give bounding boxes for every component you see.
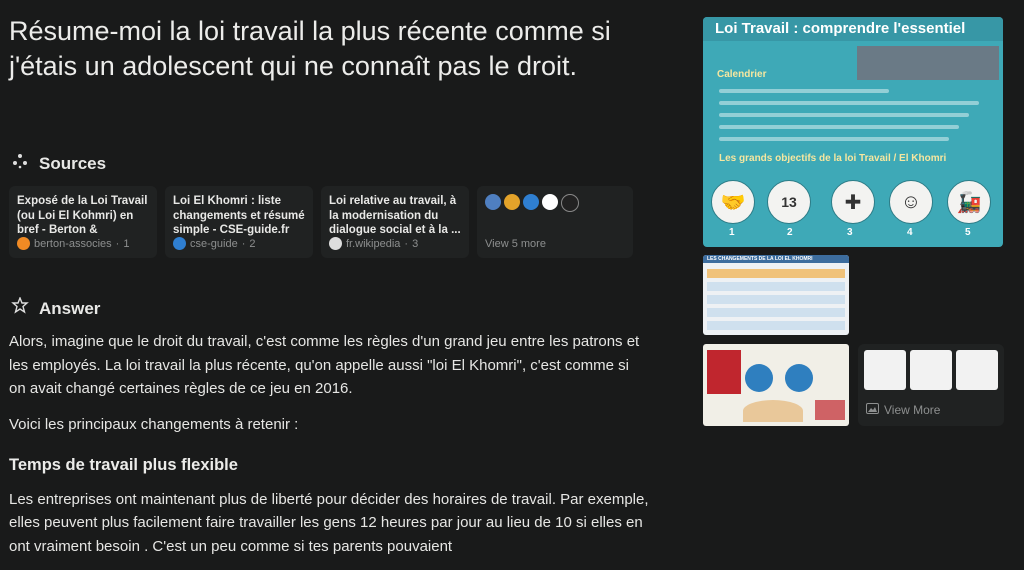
answer-heading — [11, 297, 100, 320]
answer-paragraph: Les entreprises ont maintenant plus de liberté pour décider des horaires de travail. Par exemple, elles peuvent plus facilement faire travailler les gens 12 heures par jour au lieu de 10 si elles en ont vraiment besoin . C'est un peu comme si tes parents pouvaient — [9, 490, 649, 555]
source-site: cse-guide — [190, 237, 238, 250]
sources-list — [9, 186, 633, 258]
source-index: 3 — [412, 237, 419, 250]
thumbnail-title: LES CHANGEMENTS DE LA LOI EL KHOMRI — [707, 256, 813, 262]
person-icon: ☺ — [889, 180, 933, 224]
more-favicons — [485, 194, 625, 212]
cse-favicon-icon — [173, 237, 186, 250]
book-icon — [707, 350, 741, 394]
answer-label: Answer — [39, 298, 101, 318]
source-title: Exposé de la Loi Travail (ou Loi El Kohmri) en bref - Berton & — [17, 195, 148, 236]
view-more-images-button[interactable] — [858, 344, 1004, 426]
changes-thumbnail-image[interactable] — [703, 255, 849, 335]
view-more-label: View 5 more — [485, 238, 546, 250]
answer-icon — [11, 297, 29, 320]
infographic-thumbnail-image[interactable] — [703, 344, 849, 426]
image-thumbnail — [956, 350, 998, 390]
source-index: 2 — [249, 237, 256, 250]
image-icon — [866, 403, 879, 417]
handshake-icon: 🤝 — [711, 180, 755, 224]
infographic-image[interactable]: Loi Travail : comprendre l'essentiel Calendrier Les grands objectifs de la loi Travail / El Khomri 🤝 13 ✚ ☺ 🚂 1 2 3 4 5 — [703, 17, 1003, 247]
answer-subheading: Temps de travail plus flexible — [9, 456, 238, 474]
image-thumbnail — [910, 350, 952, 390]
favicon-icon — [542, 194, 558, 210]
sources-label: Sources — [39, 153, 107, 173]
sources-icon — [11, 152, 29, 175]
source-index: 1 — [123, 237, 130, 250]
favicon-icon — [561, 194, 579, 212]
image-thumbnail — [864, 350, 906, 390]
view-more-sources-button[interactable] — [477, 186, 633, 258]
query-title: Résume-moi la loi travail la plus récente comme si j'étais un adolescent qui ne connaît pas le droit. — [9, 16, 611, 81]
calendar-label: Calendrier — [717, 69, 767, 80]
bandage-icon: ✚ — [831, 180, 875, 224]
source-card[interactable]: Loi El Khomri : liste changements et résumé simple - CSE-guide.fr cse-guide · 2 — [165, 186, 313, 258]
photo-image — [857, 46, 999, 80]
favicon-icon — [504, 194, 520, 210]
source-title: Loi El Khomri : liste changements et résumé simple - CSE-guide.fr — [173, 195, 305, 236]
infographic-title: Loi Travail : comprendre l'essentiel — [703, 17, 1003, 41]
wikipedia-favicon-icon — [329, 237, 342, 250]
favicon-icon — [485, 194, 501, 210]
source-card[interactable]: Loi relative au travail, à la modernisation du dialogue social et à la ... fr.wikipedia · 3 — [321, 186, 469, 258]
source-site: fr.wikipedia — [346, 237, 401, 250]
favicon-icon — [523, 194, 539, 210]
objectives-label: Les grands objectifs de la loi Travail / El Khomri — [719, 153, 947, 164]
answer-paragraph: Voici les principaux changements à retenir : — [9, 415, 299, 433]
view-more-images-label: View More — [884, 403, 941, 417]
answer-paragraph: Alors, imagine que le droit du travail, c'est comme les règles d'un grand jeu entre les patrons et les employés. La loi travail la plus récente, qu'on appelle aussi "loi El Khomri", c'est comme si on avait changé certaines règles de ce jeu en 2016. — [9, 333, 640, 397]
source-card[interactable]: Exposé de la Loi Travail (ou Loi El Kohmri) en bref - Berton & berton-associes · 1 — [9, 186, 157, 258]
source-site: berton-associes — [34, 237, 112, 250]
source-title: Loi relative au travail, à la modernisation du dialogue social et à la ... — [329, 195, 461, 236]
calendar-icon: 13 — [767, 180, 811, 224]
berton-favicon-icon — [17, 237, 30, 250]
sources-heading — [11, 152, 106, 175]
train-icon: 🚂 — [947, 180, 991, 224]
answer-body — [9, 330, 649, 570]
